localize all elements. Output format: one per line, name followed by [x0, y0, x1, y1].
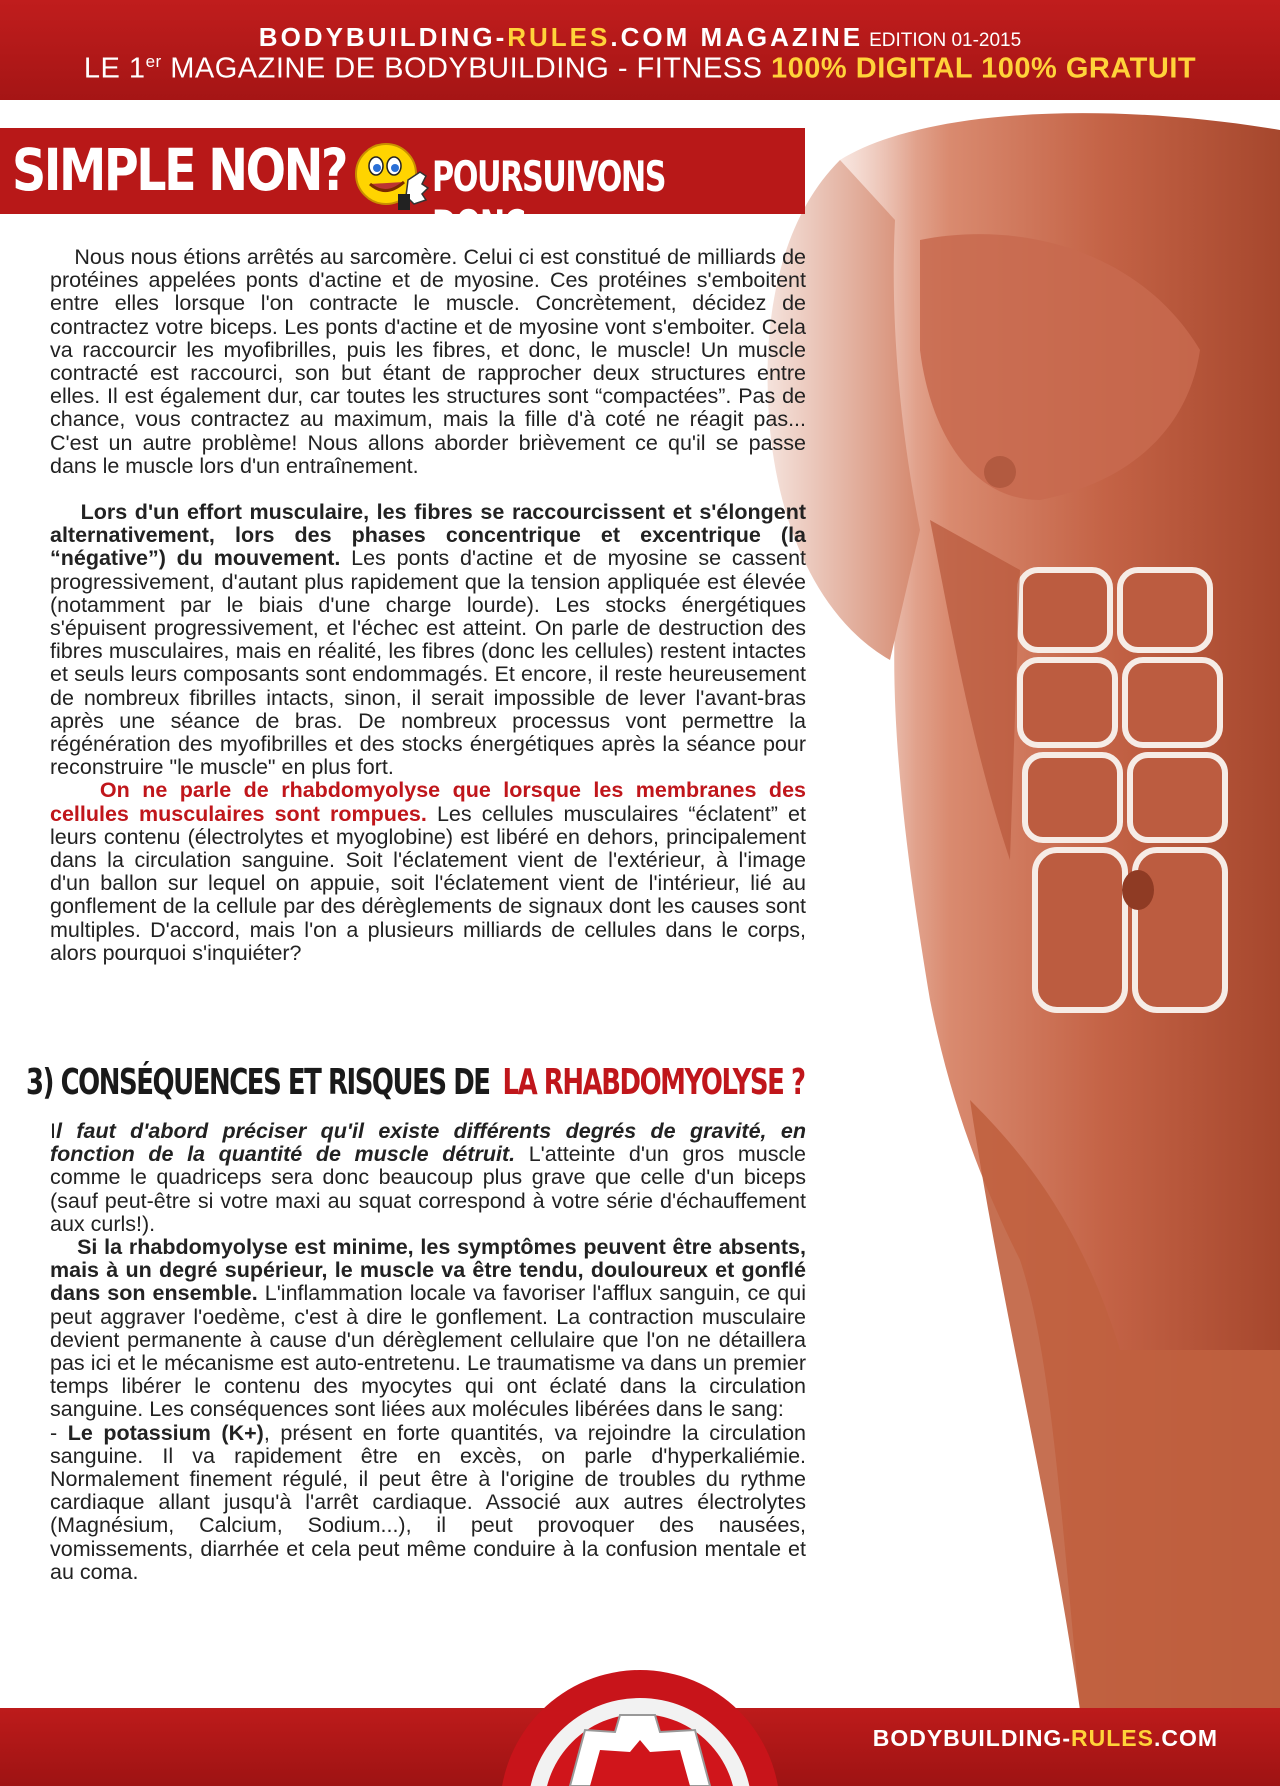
paragraph-3 [50, 779, 806, 965]
thumbs-up-smiley-icon [346, 132, 432, 218]
paragraph-5 [50, 1236, 806, 1422]
page-subtitle: POURSUIVONS DONC: [432, 152, 666, 250]
title-banner [0, 128, 805, 250]
brand-logo-icon [490, 1660, 790, 1786]
tagline [0, 52, 1280, 86]
article-body [50, 246, 806, 965]
paragraph-4-text: L'atteinte d'un gros muscle comme le quadriceps sera donc beaucoup plus grave que celle d'un biceps (sauf peut-être si votre maxi au squat correspond à votre série d'échauffement aux curls!). [50, 1142, 807, 1236]
paragraph-4-italic: l faut d'abord préciser qu'il existe différents degrés de gravité, en fonction de la quantité de muscle détruit. [50, 1119, 806, 1167]
edition-label: EDITION 01-2015 [869, 30, 1022, 51]
tagline-highlight: 100% DIGITAL 100% GRATUIT [771, 52, 1197, 85]
paragraph-1 [50, 246, 806, 478]
section-heading-red: LA RHABDOMYOLYSE ? [502, 1062, 805, 1103]
tagline-part-2: MAGAZINE DE BODYBUILDING - FITNESS [161, 52, 772, 85]
paragraph-5-text: L'inflammation locale va favoriser l'afflux sanguin, ce qui peut aggraver l'oedème, c'est à dire le gonflement. La contraction musculaire devient permanente à cause d'un dérèglement cellulaire que l'on ne détaillera pas ici et le mécanisme est auto-entretenu. Le traumatisme va dans un premier temps libérer le contenu des myocytes qui ont éclaté dans la circulation sanguine. Les conséquences sont liées aux molécules libérées dans le sang: [50, 1281, 806, 1422]
footer-site-2: .COM [1153, 1725, 1218, 1751]
paragraph-3-text: Les cellules musculaires “éclatent” et leurs contenu (électrolytes et myoglobine) est libéré en dehors, principalement dans la circulation sanguine. Soit l'éclatement vient de l'extérieur, à l'image d'un ballon sur lequel on appuie, soit l'éclatement vient de l'intérieur, lié au gonflement de la cellule par des dérèglements de signaux dont les causes sont multiples. D'accord, mais l'on a plusieurs milliards de cellules dans le corps, alors pourquoi s'inquiéter? [50, 801, 806, 965]
masthead-brand-1: BODYBUILDING- [258, 22, 508, 52]
masthead-brand-2: .COM MAGAZINE [610, 22, 864, 52]
paragraph-6-dash: - [50, 1420, 68, 1445]
footer-site-accent: RULES [1070, 1725, 1154, 1751]
paragraph-3-highlight: On ne parle de rhabdomyolyse que lorsque les membranes des cellules musculaires sont rompues. [50, 778, 806, 826]
tagline-part-1: LE 1 [83, 52, 146, 85]
section-heading-black: 3) CONSÉQUENCES ET RISQUES DE [26, 1062, 490, 1103]
paragraph-2-text: Les ponts d'actine et de myosine se cassent progressivement, d'autant plus rapidement que la tension appliquée est élevée (notamment par le biais d'une charge lourde). Les stocks énergétiques s'épuisent progressivement, et l'échec est atteint. On parle de destruction des fibres musculaires, mais en réalité, les fibres (donc les cellules) restent intactes et seuls leurs composants sont endommagés. Et encore, il reste heureusement de nombreux fibrilles intacts, sinon, il serait impossible de lever l'avant-bras après une séance de bras. De nombreux processus vont permettre la régénération des myofibrilles et des stocks énergétiques après la séance pour reconstruire "le muscle" en plus fort. [50, 546, 806, 780]
section-heading [26, 1062, 805, 1110]
paragraph-2-bold: Lors d'un effort musculaire, les fibres se raccourcissent et s'élongent alternativement, lors des phases concentrique et excentrique (la “négative”) du mouvement. [50, 500, 806, 571]
masthead-brand-accent: RULES [507, 22, 611, 52]
footer-site-1: BODYBUILDING- [872, 1725, 1071, 1751]
magazine-header [0, 0, 1280, 100]
page-title: SIMPLE NON? [12, 136, 347, 204]
paragraph-6-bold: Le potassium (K+) [67, 1420, 264, 1445]
paragraph-6 [50, 1422, 806, 1584]
footer-site-link[interactable] [873, 1725, 1218, 1752]
paragraph-2 [50, 501, 806, 779]
paragraph-5-bold: Si la rhabdomyolyse est minime, les symptômes peuvent être absents, mais à un degré supérieur, le muscle va être tendu, douloureux et gonflé dans son ensemble. [50, 1235, 806, 1306]
masthead [0, 22, 1280, 53]
paragraph-4-lead: I [50, 1119, 56, 1143]
section-body [50, 1120, 806, 1584]
paragraph-6-text: , présent en forte quantités, va rejoindre la circulation sanguine. Il va rapidement être en excès, on parle d'hyperkaliémie. Normalement finement régulé, il peut être à l'origine de troubles du rythme cardiaque allant jusqu'à l'arrêt cardiaque. Associé aux autres électrolytes (Magnésium, Calcium, Sodium...), il peut provoquer des nausées, vomissements, diarrhée et cela peut même conduire à la confusion mentale et au coma. [50, 1420, 806, 1584]
paragraph-1-text: Nous nous étions arrêtés au sarcomère. Celui ci est constitué de milliards de protéines appelées ponts d'actine et de myosine. Ces protéines s'emboitent entre elles lorsque l'on contracte le muscle. Concrètement, décidez de contractez votre biceps. Les ponts d'actine et de myosine vont s'emboiter. Cela va raccourcir les myofibrilles, puis les fibres, et donc, le muscle! Un muscle contracté est raccourci, son but étant de rapprocher deux structures entre elles. Il est également dur, car toutes les structures sont “compactées”. Pas de chance, vous contractez au maximum, mais la fille d'à coté ne réagit pas... C'est un autre problème! Nous allons aborder brièvement ce qu'il se passe dans le muscle lors d'un entraînement. [50, 245, 806, 478]
tagline-sup: er [145, 52, 162, 71]
paragraph-4 [50, 1120, 806, 1236]
